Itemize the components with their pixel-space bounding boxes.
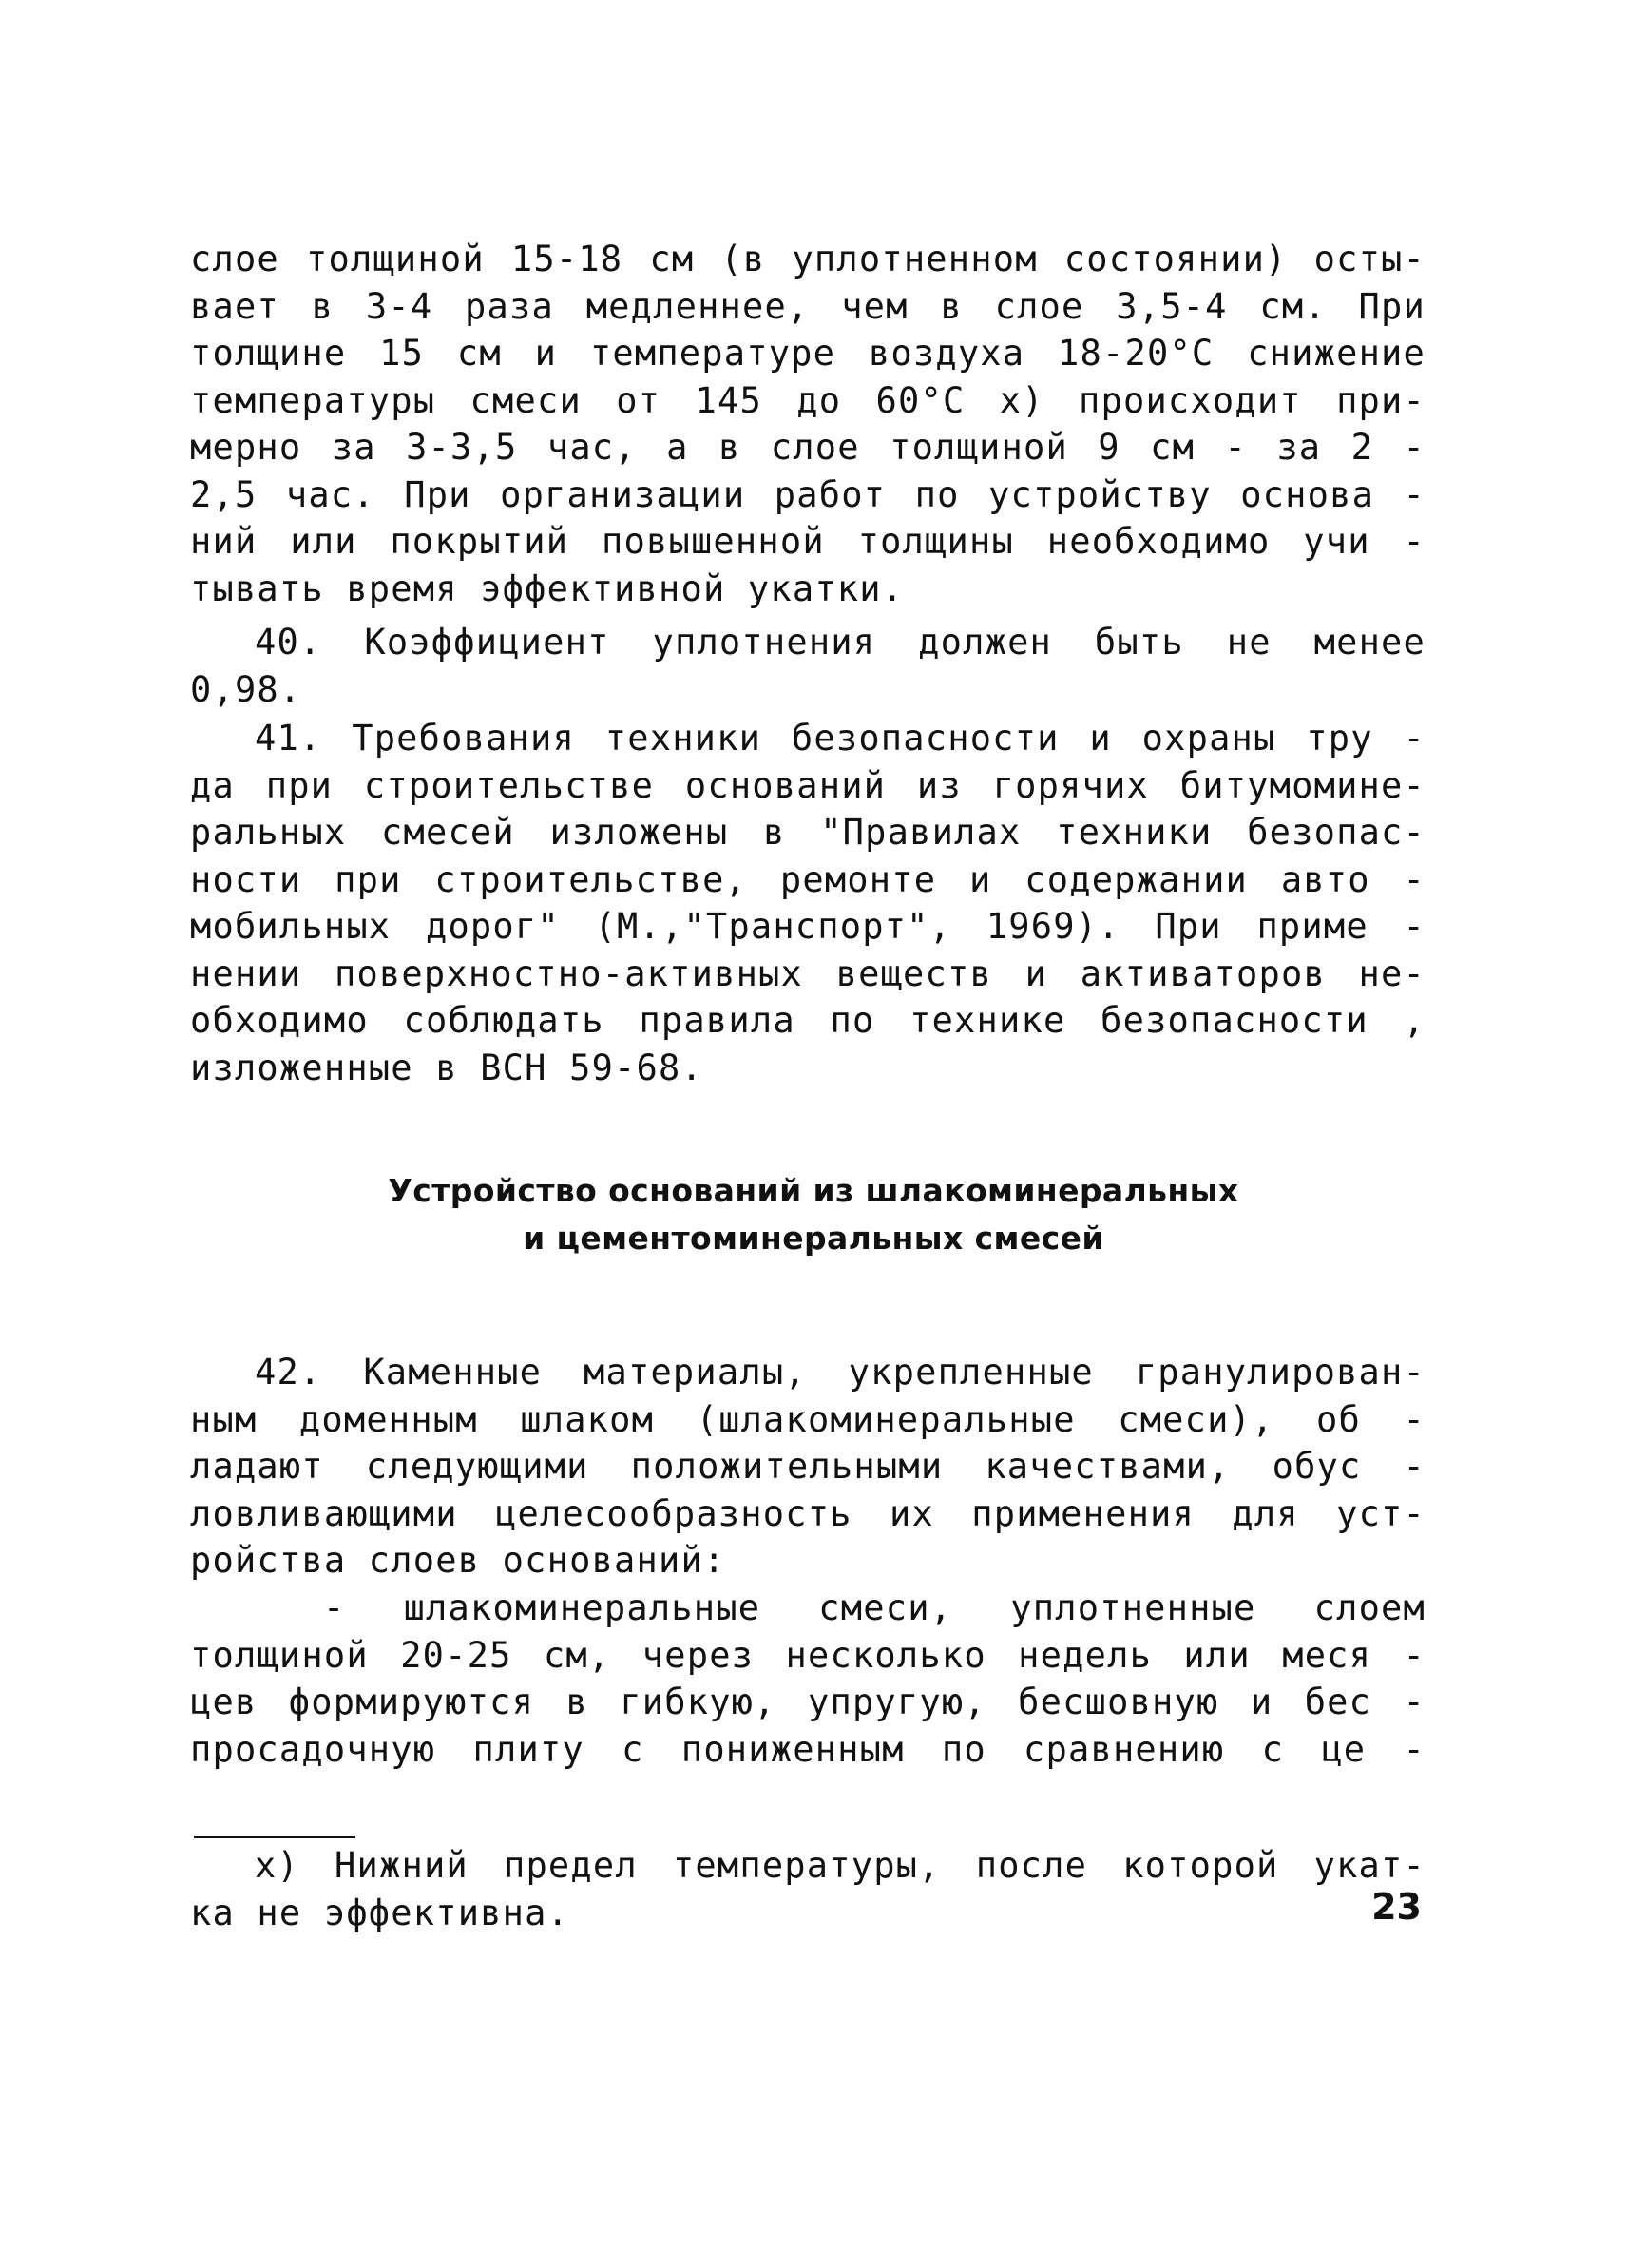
- footnote-line: х) Нижний предел температуры, после которой укат-: [255, 1845, 1426, 1886]
- section-heading-line: и цементоминеральных смесей: [523, 1220, 1104, 1257]
- text-line: нении поверхностно-активных веществ и активаторов не-: [190, 952, 1426, 994]
- text-line: да при строительстве оснований из горячих битумомине-: [190, 764, 1426, 806]
- text-line: толщиной 20-25 см, через несколько недель или меся -: [190, 1634, 1426, 1676]
- text-line: толщине 15 см и температуре воздуха 18-20°С снижение: [190, 333, 1426, 374]
- section-heading-line: Устройство оснований из шлакоминеральных: [388, 1172, 1239, 1209]
- text-line: ральных смесей изложены в "Правилах техники безопас-: [190, 812, 1426, 853]
- text-line: обходимо соблюдать правила по технике безопасности ,: [190, 1000, 1426, 1041]
- text-line: ройства слоев оснований:: [190, 1540, 726, 1581]
- text-line: просадочную плиту с пониженным по сравнению с це -: [190, 1728, 1426, 1770]
- paragraph-41: [190, 715, 1426, 1091]
- text-line: тывать время эффективной укатки.: [190, 567, 905, 609]
- text-line: 42. Каменные материалы, укрепленные гранулирован-: [255, 1352, 1426, 1393]
- text-line: мерно за 3-3,5 час, а в слое толщиной 9 см - за 2 -: [190, 427, 1426, 468]
- text-line: - шлакоминеральные смеси, уплотненные слоем: [323, 1587, 1426, 1628]
- bullet-item: [190, 1585, 1426, 1773]
- text-line: изложенные в ВСН 59-68.: [190, 1047, 703, 1088]
- text-line: ности при строительстве, ремонте и содержании авто -: [190, 858, 1426, 900]
- paragraph-39-continuation: [190, 236, 1426, 612]
- text-line: 2,5 час. При организации работ по устройству основа -: [190, 473, 1426, 515]
- text-line: 0,98.: [190, 668, 302, 710]
- text-line: слое толщиной 15-18 см (в уплотненном состоянии) осты-: [190, 239, 1426, 279]
- text-line: ний или покрытий повышенной толщины необходимо учи -: [190, 521, 1426, 562]
- text-line: 40. Коэффициент уплотнения должен быть не менее: [255, 622, 1426, 663]
- text-line: 41. Требования техники безопасности и охраны тру -: [255, 718, 1426, 759]
- paragraph-42: [190, 1349, 1426, 1585]
- text-line: температуры смеси от 145 до 60°С х) происходит при-: [190, 379, 1426, 421]
- text-line: мобильных дорог" (М.,"Транспорт", 1969). При приме -: [190, 906, 1426, 947]
- paragraph-40: [190, 619, 1426, 713]
- footnote: [190, 1842, 1426, 1936]
- text-line: вает в 3-4 раза медленнее, чем в слое 3,5-4 см. При: [190, 285, 1426, 327]
- text-line: цев формируются в гибкую, упругую, бесшовную и бес -: [190, 1682, 1426, 1722]
- text-line: ным доменным шлаком (шлакоминеральные смеси), об -: [190, 1398, 1426, 1440]
- text-line: ладают следующими положительными качествами, обус -: [190, 1446, 1426, 1487]
- text-line: ловливающими целесообразность их применения для уст-: [190, 1492, 1426, 1534]
- footnote-line: ка не эффективна.: [190, 1892, 570, 1933]
- page-number: 23: [1371, 1886, 1422, 1928]
- footnote-divider: [194, 1836, 355, 1838]
